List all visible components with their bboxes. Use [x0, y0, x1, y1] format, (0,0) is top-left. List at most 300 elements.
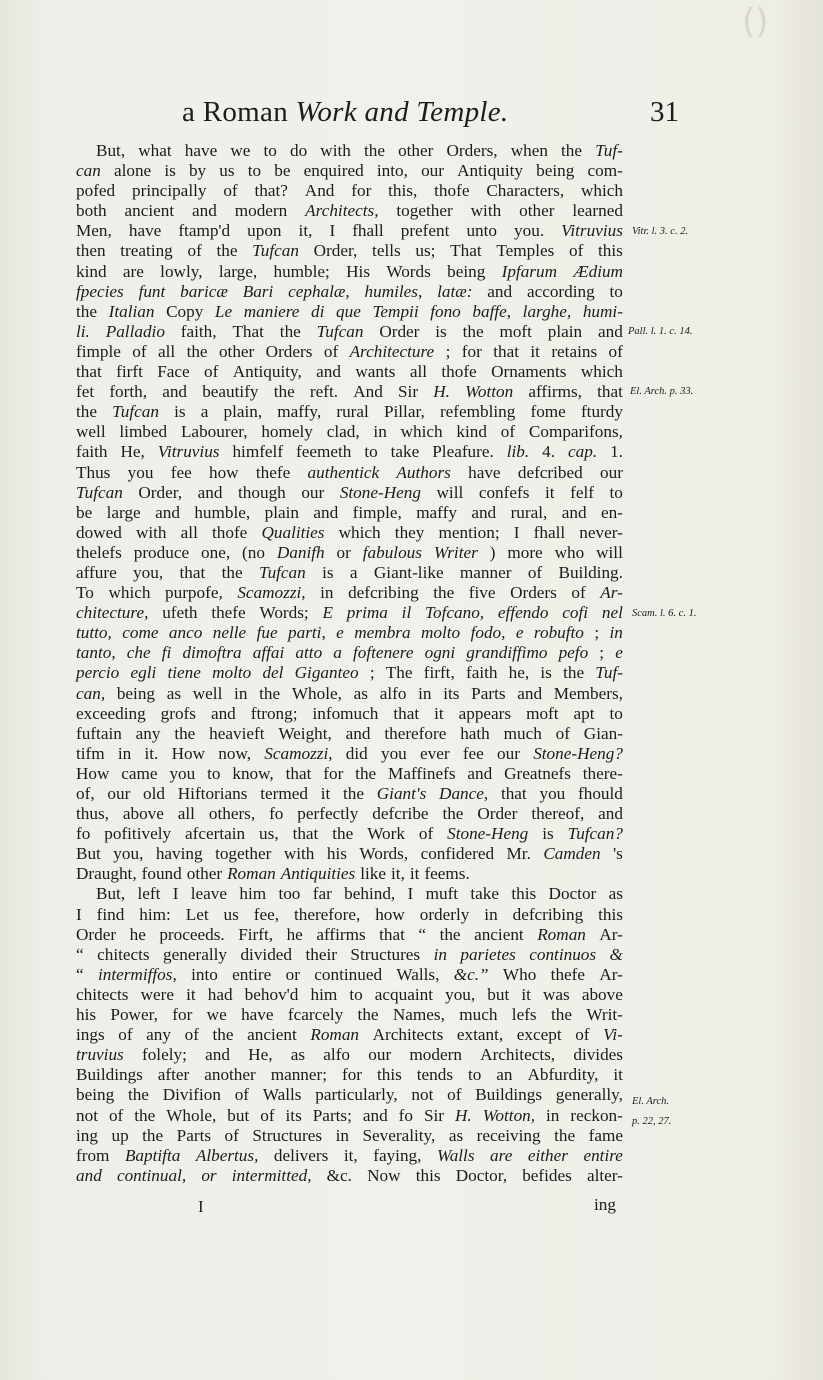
- word: him: [310, 984, 338, 1004]
- word: when: [510, 141, 548, 160]
- word: tifm: [76, 743, 105, 763]
- word: the: [186, 341, 208, 361]
- word: is: [322, 562, 334, 582]
- margin-note: Scam. l. 6. c. 1.: [632, 608, 697, 619]
- word: have: [184, 141, 218, 160]
- italic-word: parti,: [288, 623, 326, 643]
- word: the: [442, 804, 464, 824]
- word: in: [234, 683, 248, 703]
- word: up: [111, 1125, 129, 1145]
- italic-word: Tufcan: [316, 321, 364, 341]
- word: five: [468, 583, 496, 603]
- word: appears: [458, 703, 512, 723]
- word: of: [608, 341, 623, 361]
- italic-word: humiles,: [364, 281, 423, 301]
- word: That: [232, 321, 264, 341]
- word: His: [346, 261, 371, 281]
- italic-word: Tuf-: [595, 141, 623, 160]
- italic-word: affai: [252, 643, 285, 663]
- word: reft.: [309, 382, 339, 402]
- word: as: [448, 1125, 464, 1145]
- word: as: [166, 683, 182, 703]
- word: Doctor: [548, 884, 597, 904]
- word: Parts: [176, 1125, 212, 1145]
- word: extant,: [456, 1025, 504, 1045]
- word: Whole,: [291, 683, 342, 703]
- text-line: [76, 804, 623, 824]
- word: for: [341, 1065, 363, 1085]
- word: Ornaments: [491, 362, 567, 382]
- word: had: [207, 984, 233, 1004]
- italic-word: effendo: [497, 603, 549, 623]
- word: and: [155, 502, 180, 522]
- word: of: [418, 824, 434, 844]
- word: Pillar,: [383, 402, 425, 422]
- word: That: [450, 241, 482, 261]
- word: defcribe: [372, 804, 429, 824]
- word: Gian-: [583, 723, 623, 743]
- italic-word: Tufcan: [76, 482, 123, 502]
- italic-word: a: [333, 643, 342, 663]
- word: it: [521, 984, 531, 1004]
- text-line: [76, 262, 623, 282]
- word: in: [546, 1105, 560, 1125]
- word: But: [76, 844, 101, 864]
- word: us: [219, 161, 235, 181]
- italic-word: Scamozzi,: [264, 743, 333, 763]
- word: and: [471, 502, 497, 522]
- word: large,: [218, 261, 258, 281]
- text-line: [76, 302, 623, 322]
- word: their: [305, 944, 337, 964]
- word: enquired: [303, 161, 364, 181]
- word: the: [355, 763, 377, 783]
- word: take: [390, 442, 420, 462]
- word: Giant-like: [373, 562, 444, 582]
- word: together: [396, 201, 453, 221]
- word: kind: [76, 261, 107, 281]
- word: being: [76, 1085, 115, 1105]
- word: ing: [76, 1125, 98, 1145]
- word: a: [200, 402, 209, 422]
- text-line: [76, 603, 623, 623]
- word: But,: [96, 884, 126, 904]
- italic-word: lib.: [506, 442, 530, 462]
- word: felf: [570, 482, 594, 502]
- italic-word: Architecture: [349, 341, 435, 361]
- word: chitects: [76, 984, 129, 1004]
- word: never-: [579, 522, 623, 542]
- word: How: [76, 763, 110, 783]
- word: of: [108, 1105, 124, 1125]
- word: others,: [208, 804, 256, 824]
- word: himfelf: [232, 442, 284, 462]
- text-line: [76, 402, 623, 422]
- italic-word: baricæ: [180, 281, 228, 301]
- word: its: [443, 683, 460, 703]
- word: en-: [600, 502, 623, 522]
- word: faith,: [180, 321, 217, 341]
- word: it,: [343, 1145, 358, 1165]
- word: pofitively: [104, 824, 172, 844]
- word: thofe: [441, 362, 477, 382]
- italic-word: tutto,: [76, 623, 112, 643]
- word: other: [186, 864, 223, 884]
- word: all: [180, 522, 198, 542]
- italic-word: humi-: [582, 301, 623, 321]
- italic-word: Albertus,: [195, 1145, 259, 1165]
- word: Pleafure.: [432, 442, 494, 462]
- word: Walls: [262, 1085, 302, 1105]
- text-line: [76, 744, 623, 764]
- text-line: [76, 523, 623, 543]
- running-head-italic: Work and Temple.: [295, 96, 509, 128]
- word: which: [338, 522, 381, 542]
- word: us,: [259, 824, 279, 844]
- word: and: [210, 703, 236, 723]
- word: all: [409, 362, 428, 382]
- word: this: [376, 1065, 402, 1085]
- word: who: [554, 542, 585, 562]
- word: defcribing: [512, 904, 584, 924]
- italic-word: intermiffos,: [97, 964, 177, 984]
- italic-word: Qualities: [261, 522, 325, 542]
- word: of,: [76, 784, 95, 803]
- word: affirms,: [528, 382, 582, 402]
- word: with: [470, 201, 502, 221]
- word: Antiquity: [457, 161, 524, 181]
- word: How: [171, 743, 206, 763]
- word: Abfurdity,: [527, 1065, 599, 1085]
- word: is: [164, 161, 176, 181]
- word: orderly: [419, 904, 470, 924]
- word: To: [76, 583, 94, 603]
- word: that: [76, 362, 102, 382]
- text-line: [76, 704, 623, 724]
- word: the: [343, 784, 365, 803]
- word: how: [208, 462, 239, 482]
- word: the: [76, 301, 97, 321]
- word: of: [555, 723, 570, 743]
- word: in: [373, 422, 387, 442]
- text-line: [76, 764, 623, 784]
- word: have: [468, 462, 501, 482]
- text-line: [76, 563, 623, 583]
- word: tends: [416, 1065, 454, 1085]
- word: dowed: [76, 522, 122, 542]
- word: pofed: [76, 181, 116, 201]
- word: you: [539, 784, 566, 803]
- word: they: [394, 522, 425, 542]
- word: &c.: [326, 1165, 352, 1185]
- word: thefe: [255, 462, 291, 482]
- word: this: [598, 904, 623, 924]
- word: upon: [247, 221, 282, 241]
- word: much: [503, 723, 542, 743]
- word: Parts;: [312, 1105, 352, 1125]
- word: clad,: [326, 422, 360, 442]
- word: it: [409, 864, 420, 884]
- word: Order,: [313, 241, 358, 261]
- word: Buildings: [76, 1065, 143, 1085]
- word: the: [433, 583, 455, 603]
- text-line: [76, 1045, 623, 1065]
- word: firft,: [423, 663, 455, 683]
- word: apt: [573, 703, 595, 723]
- word: Orders: [265, 341, 313, 361]
- word: the: [127, 1085, 149, 1105]
- word: you: [169, 763, 196, 783]
- page-number: 31: [650, 96, 679, 128]
- word: this: [511, 884, 537, 904]
- word: generally: [163, 944, 227, 964]
- italic-word: che: [126, 643, 151, 663]
- word: of: [234, 1085, 250, 1105]
- word: to: [247, 161, 262, 181]
- word: perfectly: [297, 804, 359, 824]
- word: well: [76, 422, 106, 442]
- italic-word: can: [76, 161, 101, 181]
- italic-word: pefo: [558, 643, 589, 663]
- word: he: [129, 924, 146, 944]
- word: and: [197, 482, 223, 502]
- italic-word: continual,: [116, 1165, 187, 1185]
- italic-word: cap.: [568, 442, 598, 462]
- italic-word: baffe,: [472, 301, 512, 321]
- word: for: [351, 181, 372, 201]
- text-line: [76, 583, 623, 603]
- italic-word: prima: [346, 603, 388, 623]
- word: this,: [388, 181, 418, 201]
- word: that: [179, 562, 206, 582]
- word: of: [224, 1125, 239, 1145]
- word: of: [223, 181, 238, 201]
- word: 4.: [542, 442, 556, 462]
- italic-word: Baptifta: [124, 1145, 181, 1165]
- word: Labourer,: [180, 422, 248, 442]
- word: by: [188, 161, 207, 181]
- word: fcarcely: [287, 1005, 344, 1025]
- word: Greatnefs: [504, 763, 571, 783]
- italic-word: Vitruvius: [561, 221, 623, 241]
- word: the: [174, 723, 196, 743]
- italic-word: Vitruvius: [157, 442, 220, 462]
- signature-mark: I: [198, 1197, 204, 1216]
- word: you: [380, 743, 407, 763]
- word: alfo: [323, 1045, 351, 1065]
- catchword: ing: [594, 1195, 616, 1214]
- word: he: [286, 924, 303, 944]
- word: (no: [242, 542, 265, 562]
- word: thefe: [211, 603, 246, 623]
- italic-word: tanto,: [76, 643, 116, 663]
- italic-word: dimoftra: [182, 643, 242, 663]
- word: Who: [502, 964, 537, 984]
- italic-word: Scamozzi,: [237, 583, 306, 603]
- word: the: [439, 924, 461, 944]
- word: of: [527, 562, 543, 582]
- word: prefent: [400, 221, 450, 241]
- word: homely: [261, 422, 313, 442]
- word: another: [204, 1065, 256, 1085]
- word: Orders,: [446, 141, 498, 160]
- italic-word: fono: [430, 301, 461, 321]
- word: modern: [409, 1045, 462, 1065]
- word: him:: [139, 904, 171, 924]
- italic-word: Roman: [310, 1025, 360, 1045]
- word: fhould: [578, 784, 623, 803]
- word: his: [326, 844, 347, 864]
- word: not: [76, 1105, 98, 1125]
- italic-word: Ipfarum: [501, 261, 557, 281]
- word: principally: [132, 181, 207, 201]
- text-line: [76, 382, 623, 402]
- word: Men,: [76, 221, 112, 241]
- word: of: [184, 1025, 199, 1045]
- word: large: [106, 502, 141, 522]
- word: therefore: [384, 723, 447, 743]
- word: humble;: [273, 261, 330, 281]
- text-line: [76, 503, 623, 523]
- word: and: [561, 502, 587, 522]
- word: Face: [157, 362, 190, 382]
- word: as: [608, 884, 623, 904]
- text-line: [76, 1106, 623, 1126]
- word: in: [335, 1125, 349, 1145]
- text-line: [76, 141, 623, 161]
- word: our: [107, 784, 131, 803]
- word: entire: [232, 964, 272, 984]
- word: forth,: [109, 382, 148, 402]
- word: be: [274, 161, 291, 181]
- word: fome: [530, 402, 566, 422]
- italic-word: Stone-Heng: [447, 824, 529, 844]
- word: that: [597, 382, 623, 402]
- word: which: [580, 181, 623, 201]
- word: being: [116, 683, 156, 703]
- word: that: [379, 924, 405, 944]
- word: other: [519, 201, 555, 221]
- word: affure: [76, 562, 117, 582]
- word: our: [368, 1045, 392, 1065]
- italic-word: e: [615, 643, 623, 663]
- word: the: [357, 1005, 379, 1025]
- word: tells: [372, 241, 401, 261]
- word: being: [536, 161, 575, 181]
- text-line: [76, 684, 623, 704]
- word: unto: [466, 221, 497, 241]
- word: other: [218, 341, 255, 361]
- word: you,: [133, 562, 164, 582]
- italic-word: anco: [168, 623, 203, 643]
- word: ftrong;: [250, 703, 298, 723]
- word: of: [132, 341, 147, 361]
- word: is: [542, 824, 554, 844]
- word: in: [320, 583, 334, 603]
- word: He,: [120, 442, 145, 462]
- text-line: [76, 362, 623, 382]
- text-line: [76, 1146, 623, 1166]
- word: modern: [234, 201, 288, 221]
- word: chitects: [97, 944, 150, 964]
- word: to: [207, 763, 221, 783]
- word: that: [493, 341, 519, 361]
- word: treating: [120, 241, 173, 261]
- word: grofs: [160, 703, 196, 723]
- word: divides: [573, 1045, 623, 1065]
- word: having: [155, 844, 203, 864]
- italic-word: Architects,: [305, 201, 379, 221]
- word: us;: [415, 241, 436, 261]
- word: therefore,: [293, 904, 361, 924]
- italic-word: Tempii: [372, 301, 419, 321]
- word: more: [507, 542, 543, 562]
- word: ancient: [124, 201, 175, 221]
- word: fee: [170, 462, 192, 482]
- word: and: [487, 281, 513, 301]
- word: Work: [367, 824, 405, 844]
- word: and: [162, 382, 188, 402]
- word: particularly,: [315, 1085, 398, 1105]
- word: you,: [445, 984, 476, 1004]
- italic-word: que: [336, 301, 361, 321]
- word: now,: [218, 743, 252, 763]
- word: 's: [613, 844, 623, 864]
- word: infomuch: [312, 703, 379, 723]
- word: Order: [379, 321, 420, 341]
- word: the: [561, 141, 583, 160]
- italic-word: di: [311, 301, 325, 321]
- word: like: [360, 864, 387, 884]
- italic-word: cofi: [562, 603, 589, 623]
- word: faith: [465, 663, 498, 683]
- word: ftamp'd: [178, 221, 231, 241]
- text-line: [76, 864, 623, 884]
- italic-word: come: [122, 623, 159, 643]
- word: any: [135, 723, 161, 743]
- word: Sir: [397, 382, 419, 402]
- word: Parts: [471, 683, 506, 703]
- italic-word: parietes: [460, 944, 516, 964]
- italic-word: Wotton: [465, 382, 514, 402]
- word: thelefs: [76, 542, 122, 562]
- word: together: [215, 844, 272, 864]
- italic-word: nelle: [212, 623, 247, 643]
- italic-word: Tufcan: [258, 562, 306, 582]
- word: according: [526, 281, 595, 301]
- italic-word: e: [336, 623, 344, 643]
- word: lowly,: [160, 261, 203, 281]
- word: Hiftorians: [177, 784, 248, 803]
- word: thofe: [212, 522, 248, 542]
- word: to: [609, 703, 623, 723]
- word: fo: [76, 824, 91, 844]
- word: us: [223, 904, 239, 924]
- word: to: [609, 482, 623, 502]
- word: any: [146, 1025, 171, 1045]
- word: its: [285, 1105, 302, 1125]
- italic-word: continuos: [529, 944, 597, 964]
- word: Order,: [138, 482, 183, 502]
- word: an: [496, 1065, 513, 1085]
- word: our: [421, 161, 444, 181]
- word: from: [76, 1145, 110, 1165]
- word: Characters,: [486, 181, 565, 201]
- word: Power,: [110, 1005, 158, 1025]
- word: of: [323, 341, 339, 361]
- word: as: [290, 1045, 306, 1065]
- word: the: [142, 1125, 164, 1145]
